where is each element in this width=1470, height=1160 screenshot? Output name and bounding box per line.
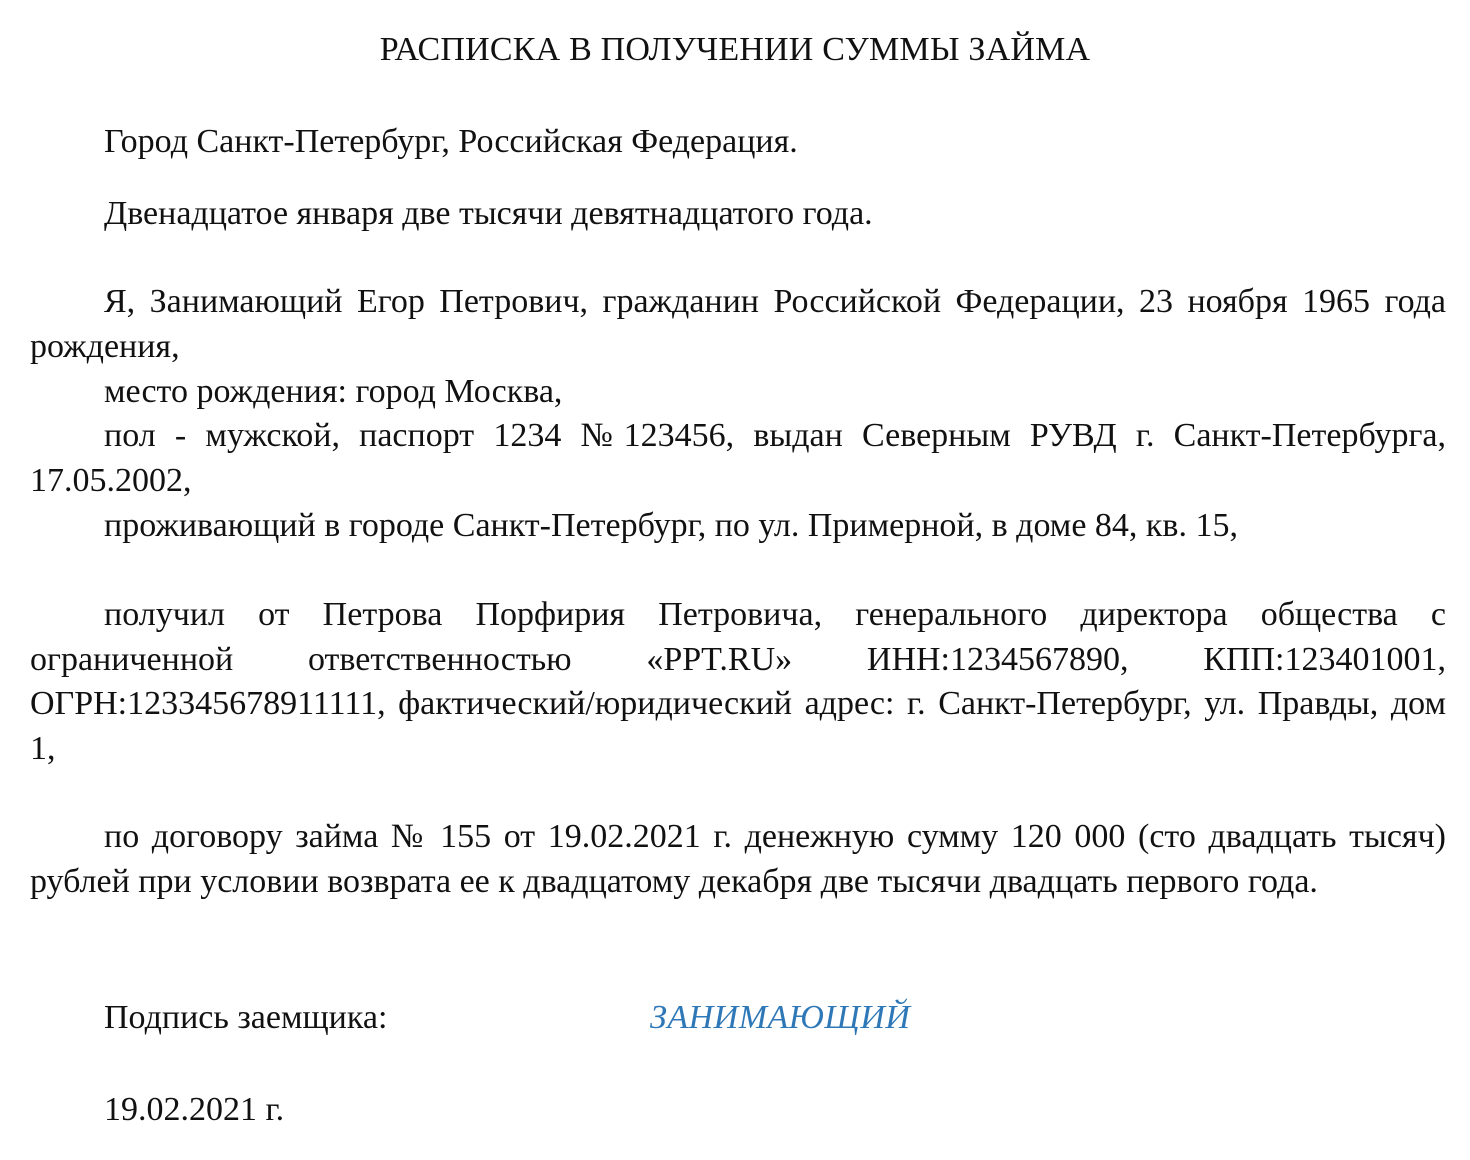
lender-paragraph: получил от Петрова Порфирия Петровича, генерального директора общества с ограниченной ответственностью «PPT.RU» ИНН:1234567890, КПП:123401001, ОГРН:123345678911111, фактический/юридический адрес: г. Санкт-Петербург, ул. Правды, дом 1, — [30, 596, 1446, 767]
date-words-line: Двенадцатое января две тысячи девятнадцатого года. — [104, 195, 873, 232]
signature-label: Подпись заемщика: — [104, 999, 388, 1036]
city-line: Город Санкт-Петербург, Российская Федерация. — [104, 123, 798, 160]
borrower-signature: ЗАНИМАЮЩИЙ — [650, 999, 911, 1036]
residence-line: проживающий в городе Санкт-Петербург, по ул. Примерной, в доме 84, кв. 15, — [104, 507, 1238, 544]
birthplace-line: место рождения: город Москва, — [104, 373, 563, 410]
passport-paragraph: пол - мужской, паспорт 1234 №123456, выдан Северным РУВД г. Санкт-Петербурга, 17.05.2002, — [30, 417, 1446, 499]
document-date: 19.02.2021 г. — [104, 1091, 285, 1128]
document-title: РАСПИСКА В ПОЛУЧЕНИИ СУММЫ ЗАЙМА — [379, 31, 1091, 68]
loan-paragraph: по договору займа № 155 от 19.02.2021 г. денежную сумму 120 000 (сто двадцать тысяч) рублей при условии возврата ее к двадцатому декабря две тысячи двадцать первого года. — [30, 818, 1446, 900]
borrower-intro-paragraph: Я, Занимающий Егор Петрович, гражданин Российской Федерации, 23 ноября 1965 года рождения, — [30, 283, 1446, 365]
